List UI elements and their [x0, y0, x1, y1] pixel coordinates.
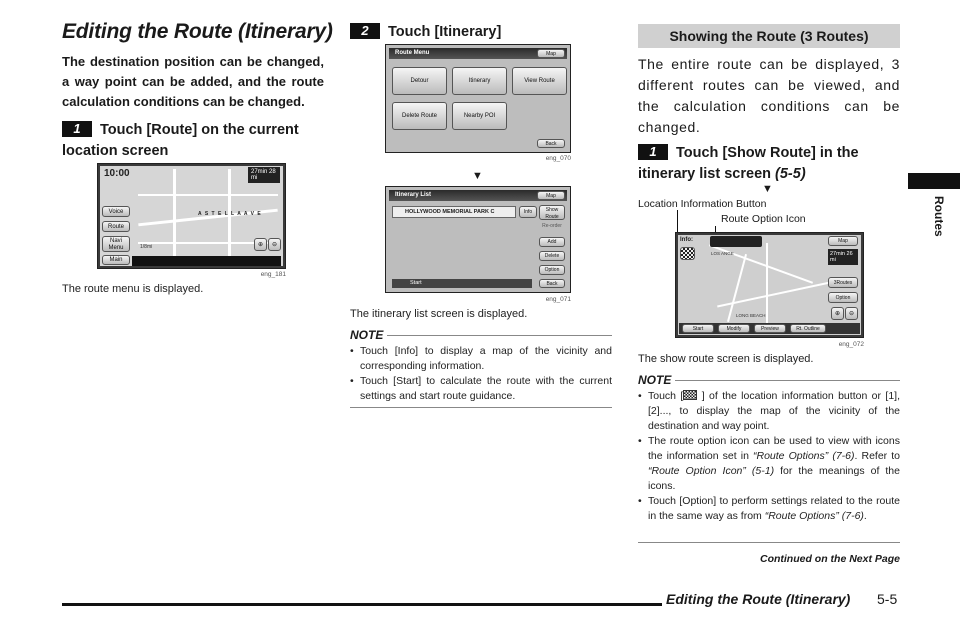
step-number: 1 — [62, 121, 92, 137]
option-button[interactable]: Option — [539, 265, 565, 275]
clock: 10:00 — [104, 168, 130, 179]
divider — [638, 542, 900, 543]
back-button[interactable]: Back — [539, 279, 565, 288]
image-label: eng_070 — [545, 155, 571, 162]
note-item: • Touch [Start] to calculate the route with the current settings and start route guidance. — [350, 374, 612, 404]
image-label: eng_181 — [260, 271, 286, 278]
footer-rule — [62, 603, 662, 606]
footer-title: Editing the Route (Itinerary) — [666, 591, 851, 607]
step-1-right — [638, 143, 900, 185]
place-label: LOS ANGE — [711, 251, 734, 256]
delete-button[interactable]: Delete — [539, 251, 565, 261]
section-title: Showing the Route (3 Routes) — [638, 24, 900, 48]
note-heading — [350, 328, 612, 342]
current-location-screenshot — [97, 163, 286, 269]
show-route-screenshot — [675, 232, 864, 338]
distance-box: 27min 26 mi — [828, 249, 858, 265]
option-button[interactable]: Option — [828, 292, 858, 303]
step-2 — [350, 22, 612, 43]
down-arrow-icon: ▼ — [472, 170, 483, 182]
route-option-icons — [710, 236, 762, 247]
route-outline-button[interactable]: Rt. Outline — [790, 324, 826, 333]
note-list — [638, 389, 900, 524]
three-routes-button[interactable]: 3Routes — [828, 277, 858, 288]
step-ref: (5-5) — [775, 166, 806, 182]
screen-title: Route Menu — [389, 48, 567, 59]
checker-icon — [683, 390, 697, 400]
section-intro: The entire route can be displayed, 3 different routes can be viewed, and the calculation conditions can be changed. — [638, 56, 900, 135]
divider — [350, 407, 612, 408]
place-label: LONG BEACH — [736, 313, 766, 318]
start-button[interactable]: Start — [392, 279, 532, 288]
note-title: NOTE — [350, 328, 384, 342]
destination-row[interactable]: HOLLYWOOD MEMORIAL PARK C — [392, 206, 516, 218]
zoom-in-icon[interactable]: ⊕ — [831, 307, 844, 320]
step-text: Touch [Show Route] in the itinerary list screen — [638, 145, 859, 182]
delete-route-button[interactable]: Delete Route — [392, 102, 447, 130]
continued-note: Continued on the Next Page — [759, 553, 900, 565]
detour-button[interactable]: Detour — [392, 67, 447, 95]
map-button[interactable]: Map — [537, 191, 565, 200]
distance-box: 27min 28 mi — [248, 167, 280, 183]
reorder-label: Re-order — [542, 223, 562, 229]
note-item: • The route option icon can be used to view with icons the information set in “Route Options” (7-6). Refer to “Route Option Icon” (5-1) for the meanings of the icons. — [638, 434, 900, 494]
down-arrow-icon: ▼ — [762, 183, 773, 195]
back-button[interactable]: Back — [537, 139, 565, 148]
note-title: NOTE — [638, 373, 672, 387]
callout-location-info-button: Location Information Button — [638, 198, 767, 210]
map-button[interactable]: Map — [537, 49, 565, 58]
route-button[interactable]: Route — [102, 221, 130, 232]
route-menu-screenshot — [385, 44, 571, 153]
image-label: eng_071 — [545, 296, 571, 303]
caption: The show route screen is displayed. — [638, 353, 814, 365]
screen-title: Itinerary List — [389, 190, 567, 201]
view-route-button[interactable]: View Route — [512, 67, 567, 95]
modify-button[interactable]: Modify — [718, 324, 750, 333]
note-item: • Touch [ ] of the location information button or [1], [2]..., to display the map of the vicinity of the destination and way point. — [638, 389, 900, 434]
zoom-out-icon[interactable]: ⊖ — [268, 238, 281, 251]
step-text: Touch [Route] on the current location screen — [62, 122, 299, 159]
scale: 1/8mi — [140, 244, 153, 250]
nearby-poi-button[interactable]: Nearby POI — [452, 102, 507, 130]
start-button[interactable]: Start — [682, 324, 714, 333]
note-item: • Touch [Option] to perform settings related to the route in the same way as from “Route Options” (7-6). — [638, 494, 900, 524]
preview-button[interactable]: Preview — [754, 324, 786, 333]
step-number: 1 — [638, 144, 668, 160]
street-name: A S T E L L A A V E — [198, 211, 262, 217]
itinerary-button[interactable]: Itinerary — [452, 67, 507, 95]
zoom-out-icon[interactable]: ⊖ — [845, 307, 858, 320]
itinerary-list-screenshot — [385, 186, 571, 293]
page-title: Editing the Route (Itinerary) — [62, 20, 333, 43]
lead-paragraph: The destination position can be changed, a way point can be added, and the route calculation conditions can be changed. — [62, 54, 324, 109]
add-button[interactable]: Add — [539, 237, 565, 247]
step-1 — [62, 120, 324, 162]
note-list — [350, 344, 612, 404]
image-label: eng_072 — [838, 341, 864, 348]
page-number: 5-5 — [877, 591, 898, 607]
side-tab-label: Routes — [932, 196, 946, 237]
info-button[interactable]: Info — [519, 206, 537, 218]
show-route-button[interactable]: Show Route — [539, 205, 565, 220]
zoom-in-icon[interactable]: ⊕ — [254, 238, 267, 251]
voice-button[interactable]: Voice — [102, 206, 130, 217]
step-text: Touch [Itinerary] — [388, 24, 502, 40]
callout-route-option-icon: Route Option Icon — [721, 213, 806, 225]
info-label: Info: — [680, 237, 693, 243]
navi-menu-button[interactable]: Navi Menu — [102, 236, 130, 252]
caption: The route menu is displayed. — [62, 283, 204, 295]
map-button[interactable]: Map — [828, 236, 858, 246]
note-item: • Touch [Info] to display a map of the vicinity and corresponding information. — [350, 344, 612, 374]
location-info-button[interactable] — [680, 247, 695, 260]
note-heading — [638, 373, 900, 387]
main-button[interactable]: Main — [102, 255, 130, 265]
step-number: 2 — [350, 23, 380, 39]
side-tab-marker — [908, 173, 960, 189]
caption: The itinerary list screen is displayed. — [350, 308, 528, 320]
